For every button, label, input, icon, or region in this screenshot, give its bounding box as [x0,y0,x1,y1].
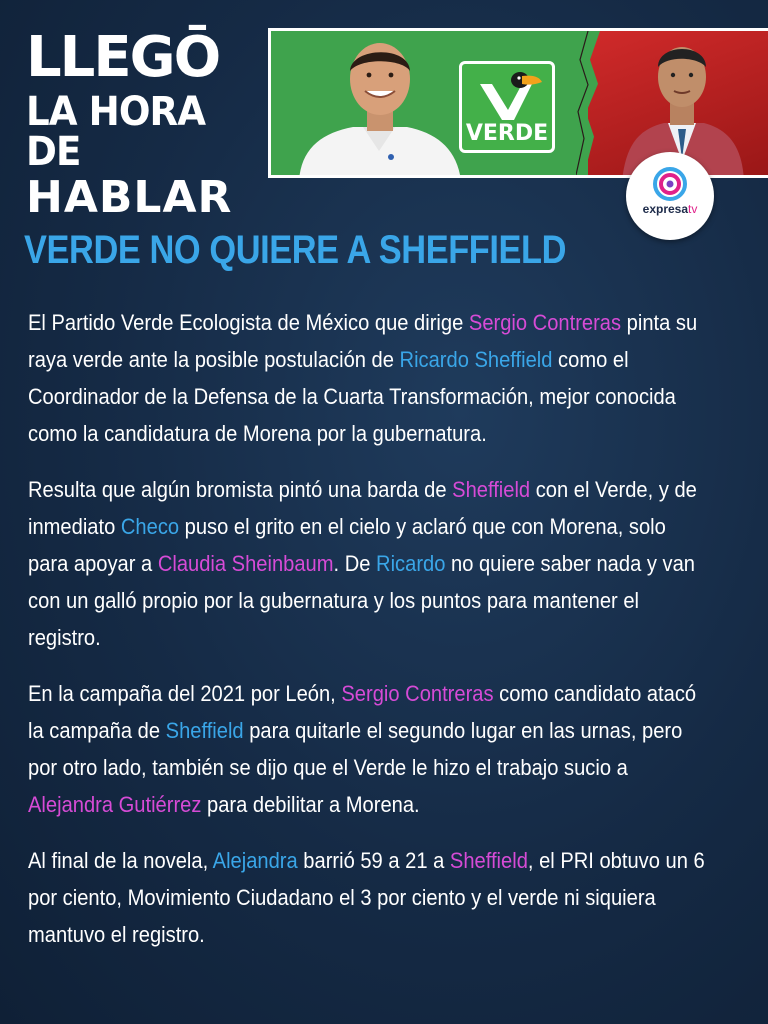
expresa-logo-text [626,202,714,216]
crack-divider [576,31,600,175]
person-left-photo [291,41,466,178]
expresa-tv-logo [626,152,714,240]
highlight-name: Ricardo Sheffield [399,347,553,372]
text-run: no quiere saber nada y van con un galló propio por la gubernatura y los puntos para mantener el registro. [28,551,695,650]
text-run: . De [333,551,377,576]
highlight-name: Ricardo [376,551,446,576]
logo-line-2: LA HORA DE [26,89,206,175]
expresa-word: expresa [642,202,689,216]
logo-line-3: HABLAR [26,172,233,223]
text-run: como candidato atacó la campaña de [28,681,697,743]
highlight-name: Sergio Contreras [341,681,494,706]
paragraph-1 [28,304,705,452]
highlight-name: Checo [120,514,180,539]
highlight-name: Claudia Sheinbaum [157,551,334,576]
photo-banner [268,28,768,178]
text-run: barrió 59 a 21 a [297,848,450,873]
text-run: con el Verde, y de inmediato [28,477,697,539]
text-run: En la campaña del 2021 por León, [28,681,342,706]
toucan-icon [462,66,552,126]
paragraph-3 [28,675,705,823]
highlight-name: Sheffield [452,477,531,502]
expresa-swirl-icon [626,158,714,208]
text-run: El Partido Verde Ecologista de México que dirige [28,310,469,335]
text-run: puso el grito en el cielo y aclaró que con Morena, solo para apoyar a [28,514,666,576]
highlight-name: Alejandra Gutiérrez [28,792,202,817]
logo-line-1: LLEGŌ [26,25,220,90]
text-run: para debilitar a Morena. [201,792,420,817]
text-run: Resulta que algún bromista pintó una barda de [28,477,453,502]
highlight-name: Sheffield [449,848,528,873]
article-body [28,304,705,972]
text-run: , el PRI obtuvo un 6 por ciento, Movimiento Ciudadano el 3 por ciento y el verde ni siquiera mantuvo el registro. [28,848,705,947]
highlight-name: Alejandra [212,848,298,873]
expresa-tv-suffix: tv [688,202,698,216]
article-title: VERDE NO QUIERE A SHEFFIELD [24,228,567,272]
text-run: como el Coordinador de la Defensa de la Cuarta Transformación, mejor conocida como la candidatura de Morena por la gubernatura. [28,347,676,446]
paragraph-2 [28,471,705,656]
text-run: para quitarle el segundo lugar en las urnas, pero por otro lado, también se dijo que el Verde le hizo el trabajo sucio a [28,718,683,780]
highlight-name: Sheffield [165,718,244,743]
highlight-name: Sergio Contreras [468,310,622,335]
text-run: Al final de la novela, [28,848,213,873]
show-logo [26,25,256,223]
verde-party-logo [459,61,555,153]
verde-logo-text: VERDE [465,121,549,146]
text-run: pinta su raya verde ante la posible postulación de [28,310,698,372]
paragraph-4 [28,842,705,953]
